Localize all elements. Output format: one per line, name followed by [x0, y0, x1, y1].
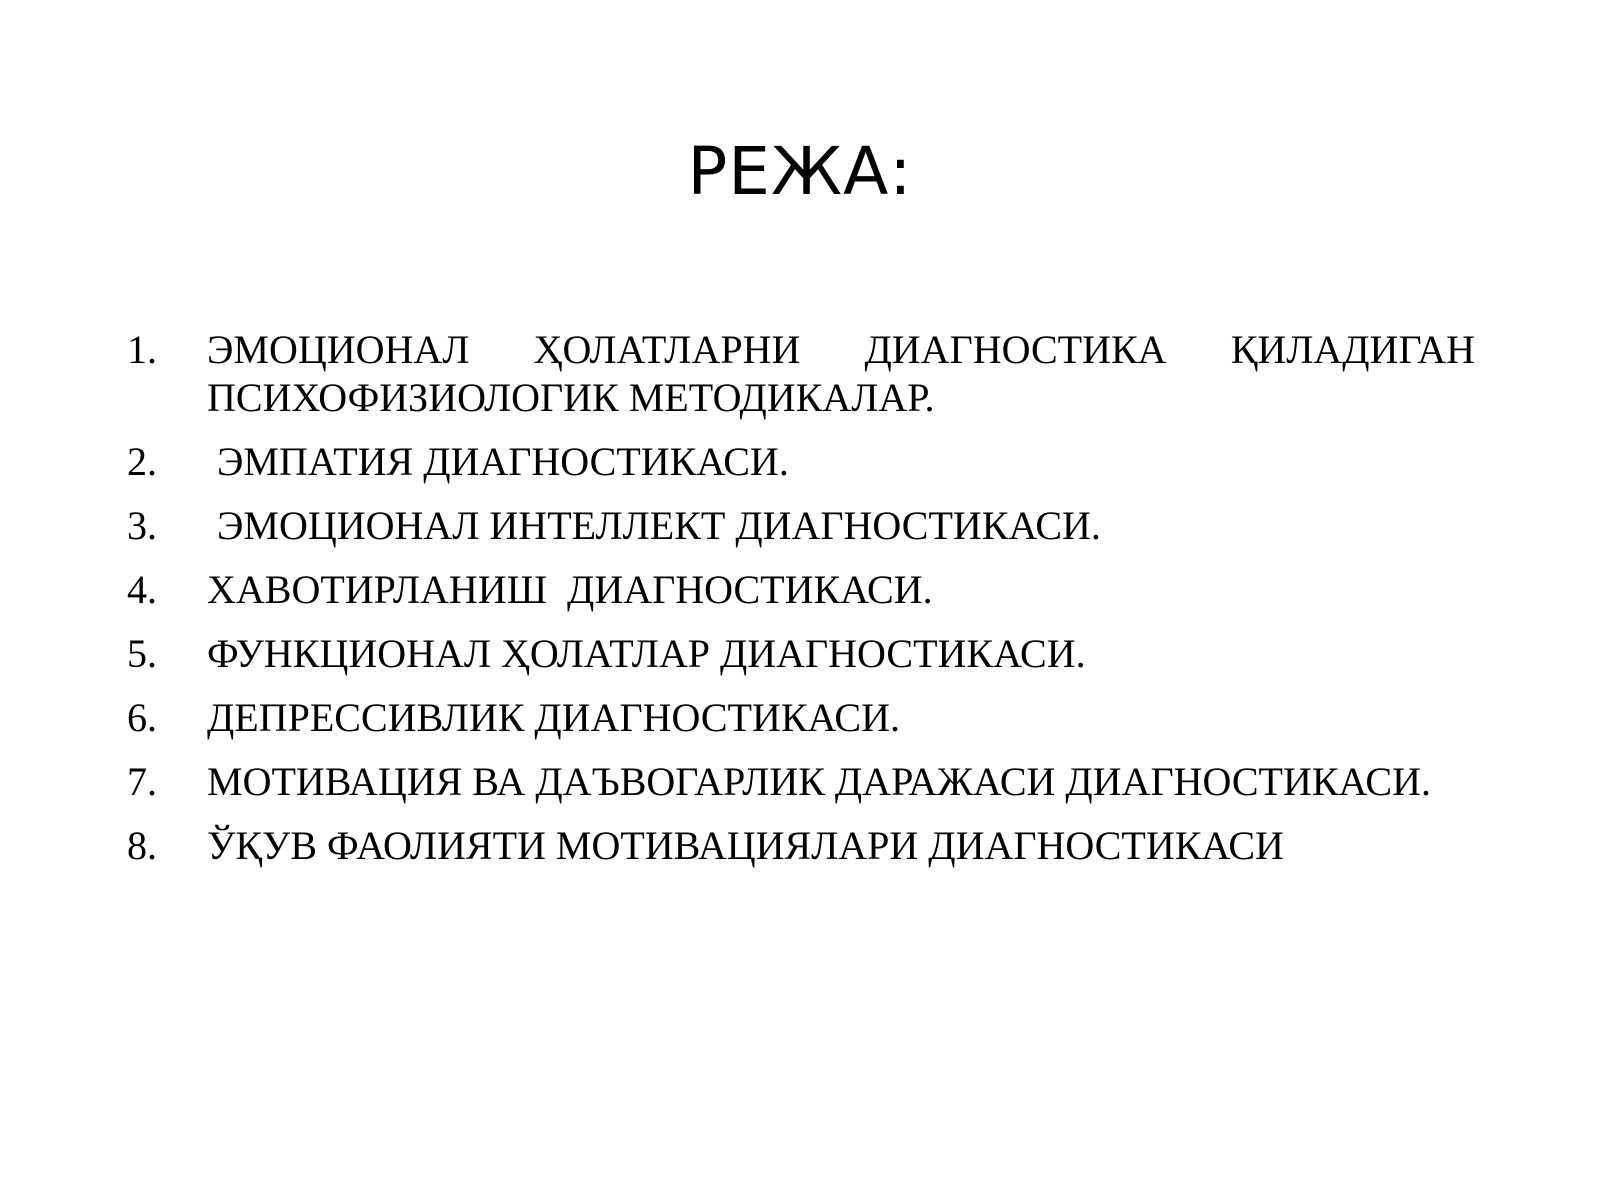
item-number: 1.	[127, 327, 157, 372]
plan-item	[127, 822, 1475, 870]
item-number: 6.	[127, 695, 157, 740]
item-text: ЎҚУВ ФАОЛИЯТИ МОТИВАЦИЯЛАРИ ДИАГНОСТИКАСИ	[207, 823, 1284, 868]
plan-item	[127, 694, 1475, 742]
plan-item	[127, 502, 1475, 550]
item-text: ЭМОЦИОНАЛ ҲОЛАТЛАРНИ ДИАГНОСТИКА ҚИЛАДИГАН ПСИХОФИЗИОЛОГИК МЕТОДИКАЛАР.	[207, 327, 1485, 420]
item-text: ФУНКЦИОНАЛ ҲОЛАТЛАР ДИАГНОСТИКАСИ.	[207, 631, 1086, 676]
item-number: 3.	[127, 503, 157, 548]
item-number: 8.	[127, 823, 157, 868]
plan-item	[127, 566, 1475, 614]
plan-list	[127, 326, 1485, 886]
plan-item	[127, 326, 1485, 422]
item-number: 2.	[127, 439, 157, 484]
plan-item	[127, 438, 1475, 486]
plan-item	[127, 630, 1475, 678]
plan-item	[127, 758, 1475, 806]
item-text: ЭМПАТИЯ ДИАГНОСТИКАСИ.	[207, 439, 789, 484]
item-text: ДЕПРЕССИВЛИК ДИАГНОСТИКАСИ.	[207, 695, 900, 740]
item-text: ЭМОЦИОНАЛ ИНТЕЛЛЕКТ ДИАГНОСТИКАСИ.	[207, 503, 1101, 548]
item-text: ХАВОТИРЛАНИШ ДИАГНОСТИКАСИ.	[207, 567, 933, 612]
item-number: 5.	[127, 631, 157, 676]
item-number: 4.	[127, 567, 157, 612]
item-number: 7.	[127, 759, 157, 804]
slide-title: РЕЖА:	[687, 133, 913, 210]
item-text: МОТИВАЦИЯ ВА ДАЪВОГАРЛИК ДАРАЖАСИ ДИАГНОСТИКАСИ.	[207, 759, 1431, 804]
